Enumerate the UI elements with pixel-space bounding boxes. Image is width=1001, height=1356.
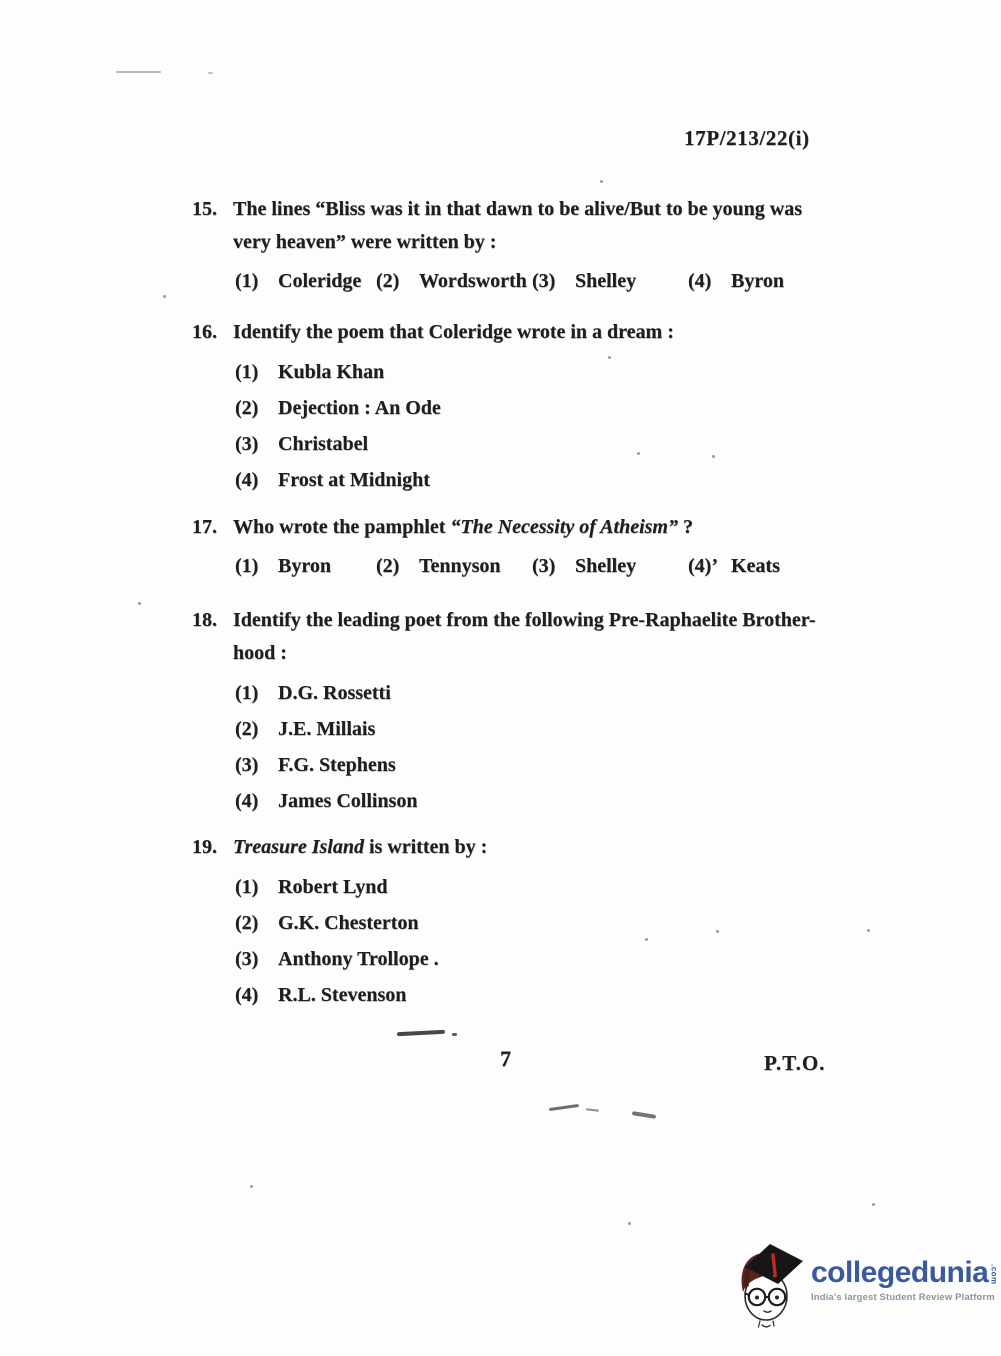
scan-speck	[250, 1185, 253, 1188]
option-4	[233, 984, 869, 1007]
scan-speck	[628, 1222, 631, 1225]
option-4	[688, 269, 784, 294]
scan-speck	[163, 295, 166, 298]
option-number: (3)	[532, 270, 556, 292]
option-3	[532, 554, 636, 579]
option-label: Byron	[731, 270, 784, 292]
option-4	[688, 554, 780, 579]
option-label: Anthony Trollope .	[278, 948, 439, 970]
option-3	[233, 754, 869, 777]
option-number: (3)	[235, 948, 259, 970]
option-number: (2)	[235, 397, 259, 419]
option-number: (1)	[235, 270, 259, 292]
question-19	[192, 831, 869, 1020]
scan-speck	[716, 930, 719, 933]
question-number: 17.	[192, 516, 217, 538]
option-label: Keats	[731, 555, 780, 577]
question-number: 15.	[192, 198, 217, 220]
question-15	[192, 193, 869, 296]
option-2	[233, 912, 869, 935]
option-label: Byron	[278, 555, 331, 577]
collegedunia-brand-text: collegedunia	[811, 1256, 989, 1289]
option-label: Christabel	[278, 433, 368, 455]
collegedunia-logo	[733, 1242, 998, 1334]
option-4	[233, 469, 869, 492]
option-number: (2)	[376, 270, 400, 292]
option-label: Wordsworth	[419, 270, 527, 292]
options-row	[233, 554, 869, 581]
option-1	[235, 269, 361, 294]
question-18	[192, 604, 869, 826]
scan-smudge	[208, 72, 213, 74]
question-text-line: Identify the leading poet from the following Pre-Raphaelite Brother-	[233, 609, 816, 631]
paper-code: 17P/213/22(i)	[684, 126, 810, 150]
option-label: Kubla Khan	[278, 361, 385, 383]
scan-smudge	[452, 1033, 457, 1036]
scan-speck	[712, 455, 715, 458]
scan-speck	[637, 452, 640, 455]
scan-smudge	[632, 1111, 656, 1119]
scan-speck	[608, 356, 611, 359]
option-label: G.K. Chesterton	[278, 912, 419, 934]
option-number: (4)’	[688, 555, 718, 577]
question-number: 16.	[192, 321, 217, 343]
question-text: ?	[677, 516, 693, 538]
option-label: Coleridge	[278, 270, 362, 292]
option-number: (4)	[235, 790, 259, 812]
option-number: (4)	[688, 270, 712, 292]
question-text-line: very heaven” were written by :	[233, 231, 497, 253]
scan-smudge	[549, 1104, 579, 1111]
scan-speck	[645, 938, 648, 941]
collegedunia-tld-text: .com	[989, 1264, 999, 1285]
option-number: (3)	[235, 754, 259, 776]
question-number: 19.	[192, 836, 217, 858]
scan-speck	[138, 602, 141, 605]
option-1	[233, 876, 869, 899]
question-text-line: Identify the poem that Coleridge wrote in a dream :	[233, 321, 674, 343]
collegedunia-mascot-icon	[733, 1242, 807, 1334]
option-1	[233, 682, 869, 705]
option-2	[376, 554, 501, 579]
option-number: (2)	[376, 555, 400, 577]
scan-speck	[867, 929, 870, 932]
option-number: (4)	[235, 984, 259, 1006]
question-16	[192, 316, 869, 505]
pto-label: P.T.O.	[764, 1051, 826, 1075]
option-3	[233, 948, 869, 971]
options-list	[233, 876, 869, 1007]
question-text-line: hood :	[233, 642, 287, 664]
page-number: 7	[500, 1046, 511, 1071]
option-number: (3)	[235, 433, 259, 455]
option-number: (3)	[532, 555, 556, 577]
option-number: (1)	[235, 876, 259, 898]
option-3	[532, 269, 636, 294]
option-label: Dejection : An Ode	[278, 397, 441, 419]
option-label: R.L. Stevenson	[278, 984, 407, 1006]
option-label: J.E. Millais	[278, 718, 376, 740]
option-2	[233, 397, 869, 420]
options-list	[233, 361, 869, 492]
question-text-italic: “The Necessity of Atheism”	[450, 516, 678, 538]
option-label: Shelley	[575, 555, 637, 577]
scan-speck	[872, 1203, 875, 1206]
question-number: 18.	[192, 609, 217, 631]
question-text-line	[233, 831, 869, 864]
option-4	[233, 790, 869, 813]
option-number: (2)	[235, 912, 259, 934]
collegedunia-tagline: India's largest Student Review Platform	[811, 1292, 995, 1303]
options-row	[233, 269, 869, 296]
question-text: Who wrote the pamphlet	[233, 516, 451, 538]
question-text-line	[233, 511, 869, 544]
question-17	[192, 511, 869, 581]
option-number: (1)	[235, 682, 259, 704]
scan-smudge	[116, 71, 161, 73]
option-number: (1)	[235, 555, 259, 577]
option-label: James Collinson	[278, 790, 418, 812]
question-text: is written by :	[363, 836, 488, 858]
option-label: Tennyson	[419, 555, 501, 577]
option-3	[233, 433, 869, 456]
question-text-line: The lines “Bliss was it in that dawn to be alive/But to be young was	[233, 198, 802, 220]
option-number: (4)	[235, 469, 259, 491]
scan-smudge	[586, 1108, 599, 1111]
option-2	[233, 718, 869, 741]
option-1	[235, 554, 331, 579]
question-text-italic: Treasure Island	[233, 836, 364, 858]
option-label: D.G. Rossetti	[278, 682, 391, 704]
option-label: Robert Lynd	[278, 876, 388, 898]
option-label: Shelley	[575, 270, 637, 292]
option-label: F.G. Stephens	[278, 754, 396, 776]
scan-smudge	[397, 1030, 445, 1037]
option-2	[376, 269, 527, 294]
option-number: (1)	[235, 361, 259, 383]
options-list	[233, 682, 869, 813]
scan-speck	[600, 180, 603, 183]
option-number: (2)	[235, 718, 259, 740]
option-label: Frost at Midnight	[278, 469, 430, 491]
option-1	[233, 361, 869, 384]
